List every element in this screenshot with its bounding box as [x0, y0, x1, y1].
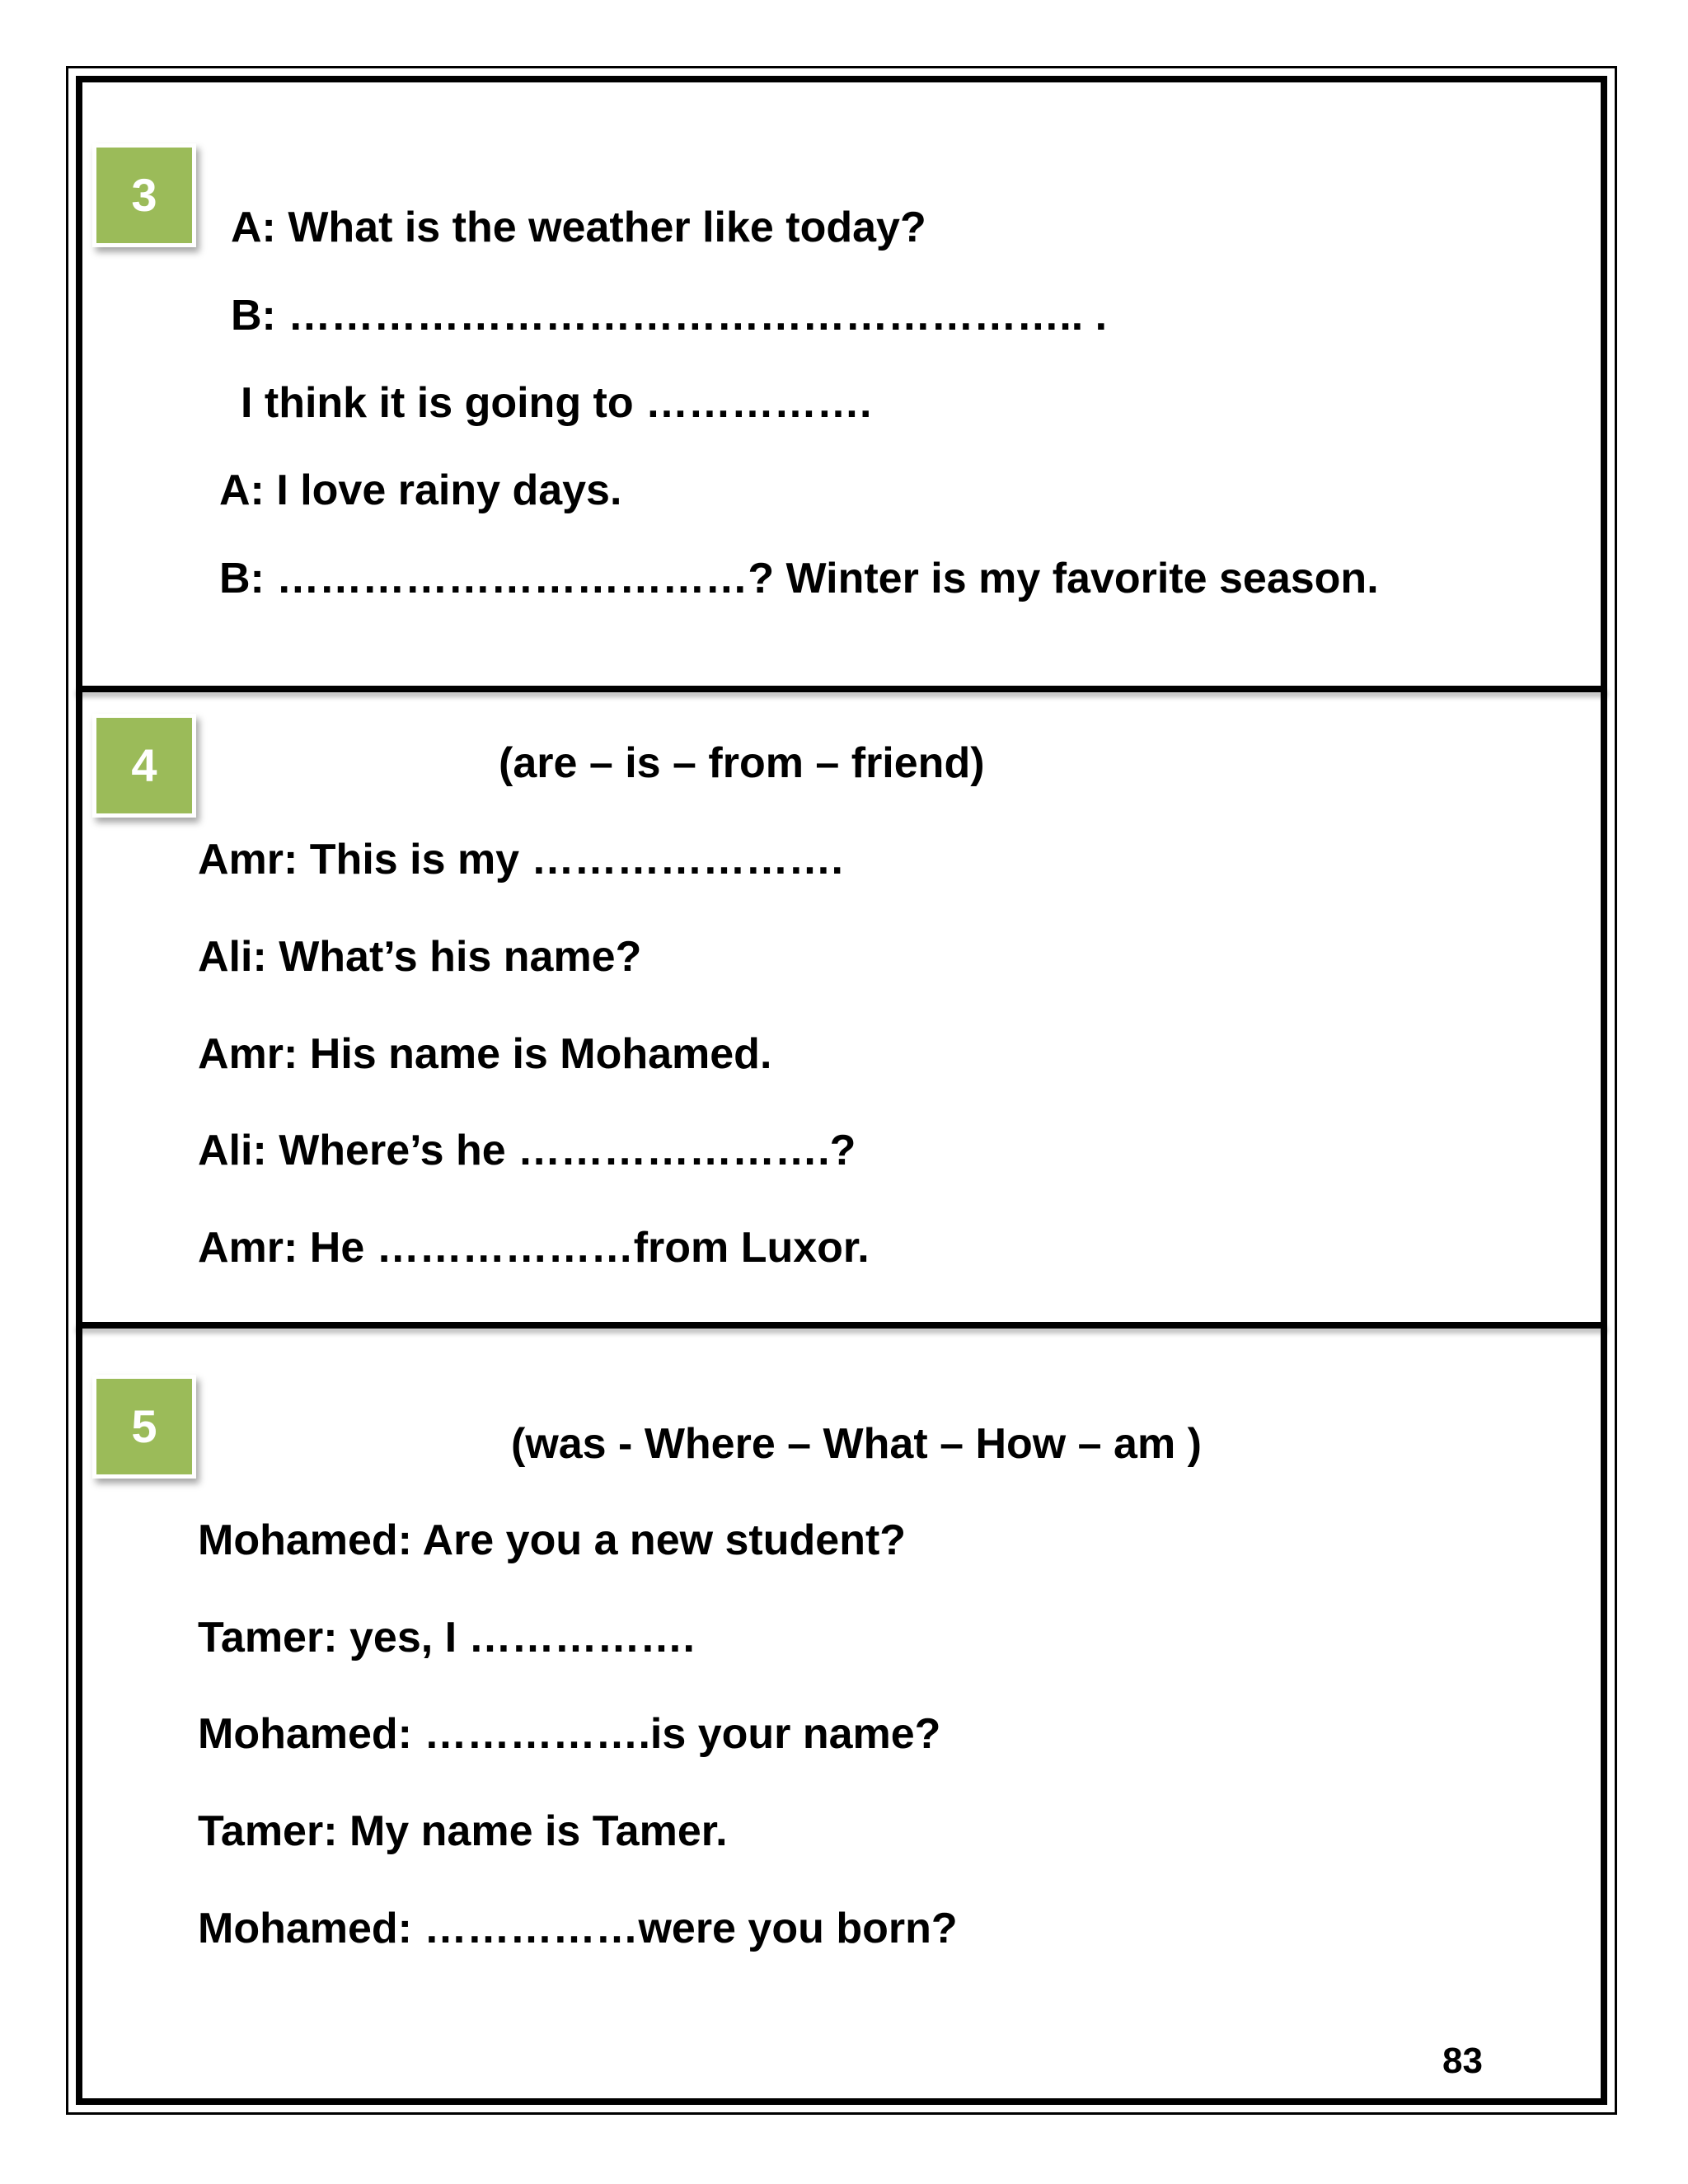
exercise-number-badge: 5: [92, 1375, 196, 1479]
dialogue-line: Mohamed: ……………were you born?: [198, 1905, 958, 1952]
dialogue-line: Amr: He ………………from Luxor.: [198, 1224, 870, 1272]
dialogue-line: Mohamed: Are you a new student?: [198, 1516, 907, 1564]
dialogue-line: Ali: Where’s he ………………….?: [198, 1127, 856, 1174]
page-number: 83: [1442, 2041, 1483, 2081]
dialogue-line: I think it is going to …………….: [241, 379, 872, 427]
section-divider: [76, 686, 1607, 692]
dialogue-line: Tamer: yes, I …………….: [198, 1614, 695, 1661]
dialogue-line: Ali: What’s his name?: [198, 933, 642, 981]
word-bank: (are – is – from – friend): [499, 739, 985, 787]
dialogue-line: B: ……………………………………………….. .: [231, 292, 1108, 340]
exercise-number-badge: 4: [92, 714, 196, 818]
exercise-number-badge: 3: [92, 143, 196, 247]
dialogue-line: Tamer: My name is Tamer.: [198, 1807, 728, 1855]
dialogue-line: B: ……………………………? Winter is my favorite season.: [219, 555, 1379, 602]
dialogue-line: Mohamed: …………….is your name?: [198, 1710, 941, 1758]
dialogue-line: Amr: This is my ………………….: [198, 836, 843, 883]
dialogue-line: A: What is the weather like today?: [231, 204, 926, 251]
section-divider: [76, 1322, 1607, 1329]
dialogue-line: A: I love rainy days.: [219, 466, 622, 514]
word-bank: (was - Where – What – How – am ): [511, 1420, 1202, 1468]
dialogue-line: Amr: His name is Mohamed.: [198, 1030, 772, 1078]
